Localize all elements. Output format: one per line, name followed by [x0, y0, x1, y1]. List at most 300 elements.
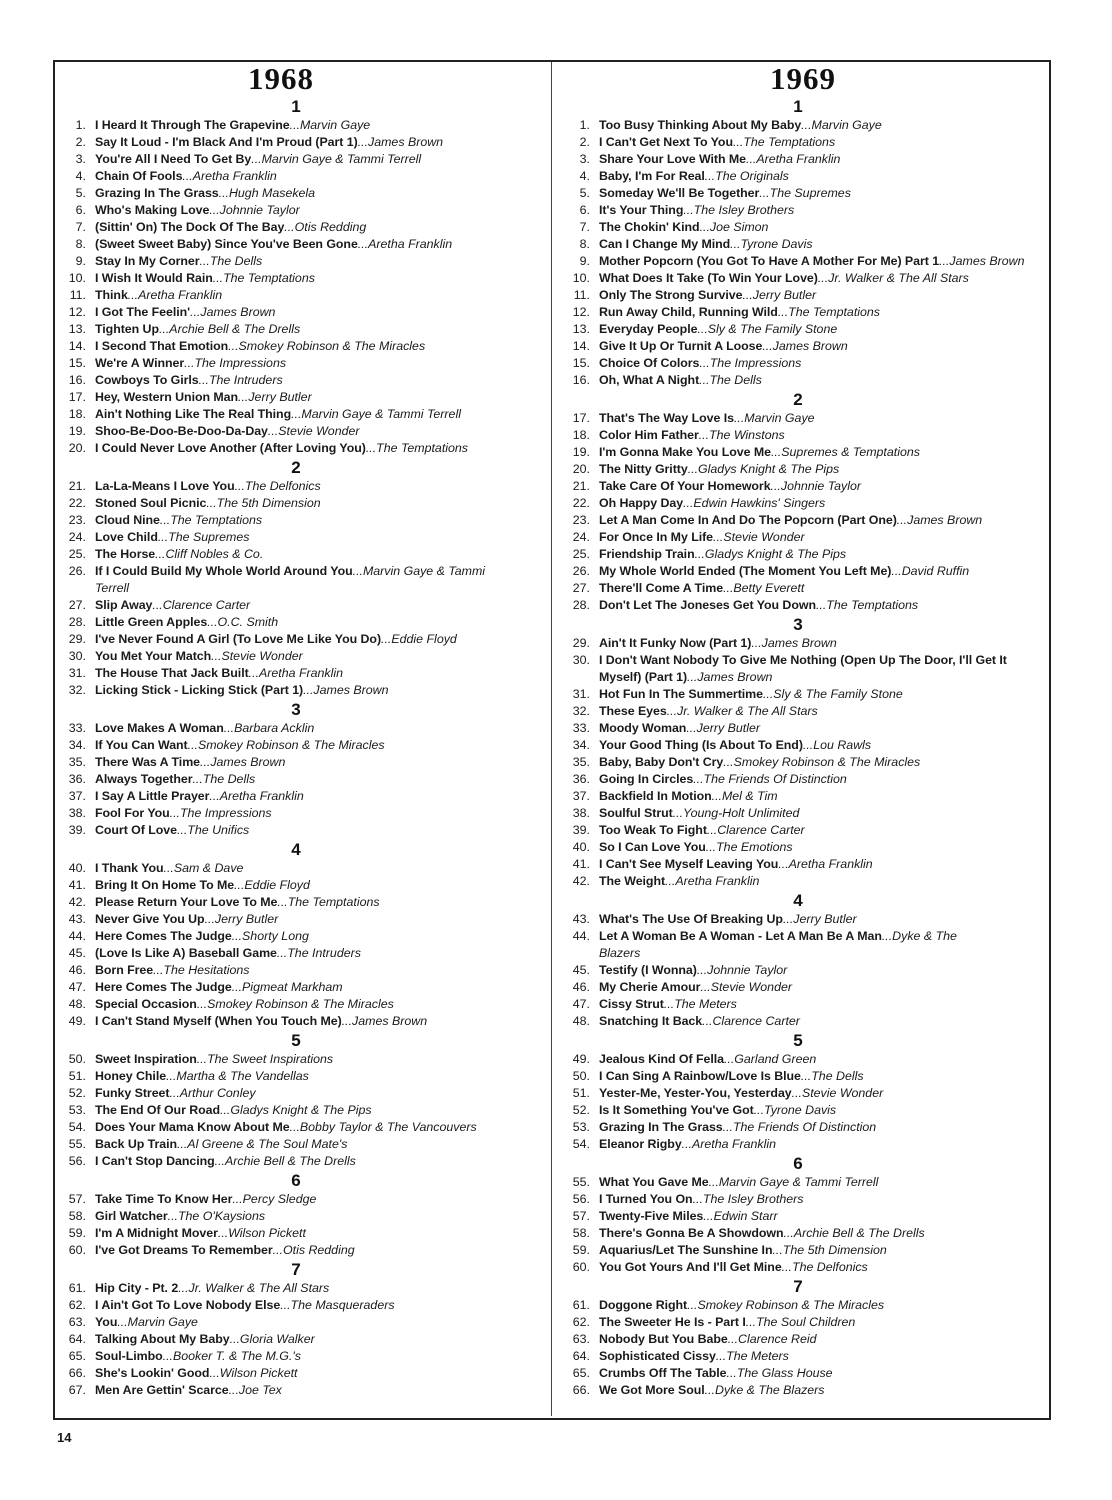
artist-name: ...Jerry Butler [204, 912, 279, 926]
song-title: If I Could Build My Whole World Around You [95, 564, 353, 578]
artist-name: ...Sam & Dave [163, 861, 244, 875]
song-title: It's Your Thing [599, 203, 684, 217]
entry-rank: 44. [572, 929, 590, 943]
song-title: Talking About My Baby [95, 1332, 230, 1346]
entry-rank: 48. [68, 997, 86, 1011]
artist-name-continued: ...James Brown [687, 670, 773, 684]
song-title: Hot Fun In The Summertime [599, 687, 763, 701]
song-title: I Turned You On [599, 1192, 693, 1206]
entry-rank: 60. [572, 1260, 590, 1274]
entry-rank: 10. [572, 271, 590, 285]
artist-name: ...Cliff Nobles & Co. [155, 547, 264, 561]
song-title: Testify (I Wonna) [599, 963, 697, 977]
entry-rank: 30. [68, 649, 86, 663]
chart-entry [564, 1174, 1042, 1191]
entry-rank: 66. [572, 1383, 590, 1397]
artist-name: ...Marvin Gaye & Tammi Terrell [291, 407, 461, 421]
artist-name: ...Tyrone Davis [753, 1103, 837, 1117]
artist-name: ...The Supremes [157, 530, 250, 544]
chart-entry [564, 1365, 1042, 1382]
song-title: Aquarius/Let The Sunshine In [599, 1243, 773, 1257]
chart-entry [60, 665, 542, 682]
song-title: (Love Is Like A) Baseball Game [95, 946, 277, 960]
entry-rank: 58. [572, 1226, 590, 1240]
chart-entry [60, 1191, 542, 1208]
song-title: Ain't It Funky Now (Part 1) [599, 636, 752, 650]
song-title: Ain't Nothing Like The Real Thing [95, 407, 292, 421]
artist-name: ...The Originals [704, 169, 789, 183]
song-title: For Once In My Life [599, 530, 714, 544]
artist-name: ...Aretha Franklin [746, 152, 841, 166]
entry-rank: 10. [68, 271, 86, 285]
entry-rank: 1. [75, 118, 86, 132]
artist-name: ...Stevie Wonder [791, 1086, 884, 1100]
chart-entry [60, 355, 542, 372]
song-title: Give It Up Or Turnit A Loose [599, 339, 763, 353]
chart-entry [60, 631, 542, 648]
section-number-heading: 2 [793, 390, 803, 409]
chart-entry [60, 928, 542, 945]
artist-name: ...James Brown [939, 254, 1025, 268]
entry-rank: 63. [572, 1332, 590, 1346]
chart-entry [564, 1314, 1042, 1331]
artist-name: ...Smokey Robinson & The Miracles [723, 755, 921, 769]
artist-name: ...The Supremes [759, 186, 851, 200]
chart-entry [564, 1051, 1042, 1068]
entry-rank: 27. [68, 598, 86, 612]
entry-rank: 15. [572, 356, 590, 370]
artist-name: ...Stevie Wonder [267, 424, 360, 438]
song-title: Hey, Western Union Man [95, 390, 239, 404]
chart-entry [60, 236, 542, 253]
entry-rank: 28. [68, 615, 86, 629]
artist-name: ...O.C. Smith [207, 615, 279, 629]
entry-rank: 31. [68, 666, 86, 680]
song-title: There's Gonna Be A Showdown [599, 1226, 784, 1240]
chart-entry [60, 440, 542, 457]
chart-entry [60, 185, 542, 202]
entry-rank: 41. [68, 878, 86, 892]
chart-entry [564, 873, 1042, 890]
song-title: Cowboys To Girls [95, 373, 199, 387]
entry-rank: 9. [579, 254, 590, 268]
entry-rank: 43. [68, 912, 86, 926]
artist-name: ...Sly & The Family Stone [697, 322, 838, 336]
entry-rank: 49. [68, 1014, 86, 1028]
entry-rank: 11. [69, 288, 86, 302]
artist-name: ...Garland Green [723, 1052, 817, 1066]
artist-name: ...Betty Everett [723, 581, 805, 595]
chart-entry [564, 338, 1042, 355]
song-title: Choice Of Colors [599, 356, 700, 370]
chart-entry [564, 580, 1042, 597]
entry-rank: 16. [572, 373, 590, 387]
section-number-heading: 7 [793, 1277, 803, 1296]
chart-entry [564, 461, 1042, 478]
entry-rank: 25. [572, 547, 590, 561]
entry-rank: 38. [572, 806, 590, 820]
entry-rank: 39. [572, 823, 590, 837]
chart-entry [564, 856, 1042, 873]
entry-rank: 40. [572, 840, 590, 854]
chart-entry [564, 805, 1042, 822]
chart-entry [60, 304, 542, 321]
artist-name: ...Aretha Franklin [357, 237, 453, 251]
artist-name: ...Stevie Wonder [211, 649, 303, 663]
song-title: I Can't Stop Dancing [95, 1154, 215, 1168]
chart-entry [564, 1225, 1042, 1242]
chart-entry [564, 928, 1042, 962]
entry-rank: 6. [579, 203, 590, 217]
artist-name: ...Aretha Franklin [209, 789, 304, 803]
entry-rank: 50. [68, 1052, 86, 1066]
entry-rank: 65. [572, 1366, 590, 1380]
entry-rank: 46. [68, 963, 86, 977]
section-number-heading: 6 [291, 1171, 301, 1190]
entry-rank: 44. [68, 929, 86, 943]
song-title: Girl Watcher [95, 1209, 168, 1223]
song-title: Court Of Love [95, 823, 177, 837]
chart-entry [60, 372, 542, 389]
song-title: I Ain't Got To Love Nobody Else [95, 1298, 281, 1312]
artist-name: ...Percy Sledge [232, 1192, 317, 1206]
song-title: Cissy Strut [599, 997, 664, 1011]
artist-name: ...Aretha Franklin [665, 874, 760, 888]
song-title: I Don't Want Nobody To Give Me Nothing (Open Up The Door, I'll Get It [599, 653, 1007, 667]
entry-rank: 4. [75, 169, 86, 183]
entry-rank: 41. [572, 857, 590, 871]
chart-entry [564, 771, 1042, 788]
song-title: Tighten Up [95, 322, 159, 336]
chart-entry [564, 1382, 1042, 1399]
artist-name: ...The Soul Children [745, 1315, 856, 1329]
song-title: Someday We'll Be Together [599, 186, 760, 200]
entry-rank: 8. [75, 237, 86, 251]
song-title: Licking Stick - Licking Stick (Part 1) [95, 683, 304, 697]
chart-entry [564, 546, 1042, 563]
artist-name: ...Sly & The Family Stone [762, 687, 903, 701]
chart-entry [60, 1068, 542, 1085]
chart-entry [564, 822, 1042, 839]
chart-entry [60, 1280, 542, 1297]
chart-entry [564, 202, 1042, 219]
chart-entry [60, 389, 542, 406]
chart-entry [60, 1102, 542, 1119]
artist-name: ...Gladys Knight & The Pips [694, 547, 847, 561]
entry-rank: 45. [572, 963, 590, 977]
chart-entry [60, 338, 542, 355]
chart-entry [60, 1348, 542, 1365]
year-column-1969 [564, 62, 1042, 1399]
entry-rank: 12. [572, 305, 590, 319]
artist-name: ...Shorty Long [231, 929, 309, 943]
artist-name: ...Wilson Pickett [209, 1366, 298, 1380]
song-title: The End Of Our Road [95, 1103, 221, 1117]
song-title: Let A Man Come In And Do The Popcorn (Part One) [599, 513, 897, 527]
chart-entry [60, 202, 542, 219]
song-title: Here Comes The Judge [95, 929, 232, 943]
chart-entry [60, 614, 542, 631]
artist-name: ...Stevie Wonder [700, 980, 792, 994]
song-title: Everyday People [599, 322, 698, 336]
song-title: Baby, Baby Don't Cry [599, 755, 724, 769]
chart-entry [564, 219, 1042, 236]
song-title: Can I Change My Mind [599, 237, 731, 251]
entry-rank: 64. [572, 1349, 590, 1363]
artist-name: ...Martha & The Vandellas [166, 1069, 309, 1083]
artist-name: ...Aretha Franklin [681, 1137, 777, 1151]
entry-rank: 53. [68, 1103, 86, 1117]
song-title: Men Are Gettin' Scarce [95, 1383, 229, 1397]
song-title: Is It Something You've Got [599, 1103, 754, 1117]
song-title: Backfield In Motion [599, 789, 712, 803]
entry-rank: 50. [572, 1069, 590, 1083]
entry-rank: 23. [68, 513, 86, 527]
song-title: Jealous Kind Of Fella [599, 1052, 724, 1066]
chart-entry [564, 168, 1042, 185]
chart-entry [564, 304, 1042, 321]
entry-rank: 59. [68, 1226, 86, 1240]
song-title: Born Free [95, 963, 154, 977]
chart-entry [60, 979, 542, 996]
chart-entry [60, 945, 542, 962]
entry-rank: 3. [75, 152, 86, 166]
chart-entry [564, 287, 1042, 304]
section-number-heading: 1 [793, 97, 803, 116]
chart-entry [564, 979, 1042, 996]
song-title: Bring It On Home To Me [95, 878, 235, 892]
chart-entry [60, 771, 542, 788]
artist-name: ...Marvin Gaye & Tammi [352, 564, 486, 578]
entry-rank: 14. [68, 339, 86, 353]
chart-entry [564, 1191, 1042, 1208]
artist-name: ...The Dells [199, 254, 263, 268]
entry-rank: 28. [572, 598, 590, 612]
artist-name: ...The Meters [663, 997, 737, 1011]
chart-entry [564, 151, 1042, 168]
artist-name: ...James Brown [357, 135, 444, 149]
chart-entry [60, 1085, 542, 1102]
chart-entry [60, 648, 542, 665]
chart-entry [564, 597, 1042, 614]
artist-name: ...Marvin Gaye & Tammi Terrell [251, 152, 422, 166]
entry-rank: 52. [572, 1103, 590, 1117]
entry-rank: 66. [68, 1366, 86, 1380]
song-title: Crumbs Off The Table [599, 1366, 727, 1380]
chart-entry [564, 754, 1042, 771]
artist-name: ...Otis Redding [284, 220, 367, 234]
artist-name: ...The Masqueraders [280, 1298, 395, 1312]
chart-entry [564, 686, 1042, 703]
chart-entry [60, 996, 542, 1013]
chart-entry [60, 219, 542, 236]
song-title: Grazing In The Grass [95, 186, 219, 200]
chart-entry [60, 546, 542, 563]
entry-rank: 25. [68, 547, 86, 561]
artist-name: ...Wilson Pickett [217, 1226, 306, 1240]
section-number-heading: 5 [793, 1031, 803, 1050]
artist-name: ...Johnnie Taylor [770, 479, 862, 493]
song-title: Little Green Apples [95, 615, 208, 629]
section-number-heading: 1 [291, 97, 301, 116]
entry-rank: 39. [68, 823, 86, 837]
song-title: I Can't See Myself Leaving You [599, 857, 779, 871]
entry-rank: 35. [572, 755, 590, 769]
chart-entry [564, 236, 1042, 253]
entry-rank: 51. [572, 1086, 590, 1100]
song-title: That's The Way Love Is [599, 411, 734, 425]
entry-rank: 62. [572, 1315, 590, 1329]
artist-name-continued: Blazers [599, 946, 641, 960]
song-title: I'm Gonna Make You Love Me [599, 445, 771, 459]
chart-entry [564, 839, 1042, 856]
entry-rank: 20. [68, 441, 86, 455]
entry-rank: 1. [579, 118, 590, 132]
song-title: What Does It Take (To Win Your Love) [599, 271, 818, 285]
chart-entry [60, 1365, 542, 1382]
artist-name: ...Stevie Wonder [713, 530, 805, 544]
song-title: I Thank You [95, 861, 164, 875]
chart-entry [564, 253, 1042, 270]
section-number-heading: 5 [291, 1031, 301, 1050]
artist-name: ...Otis Redding [272, 1243, 355, 1257]
artist-name: ...Young-Holt Unlimited [672, 806, 800, 820]
song-title: Never Give You Up [95, 912, 205, 926]
artist-name: ...Jerry Butler [782, 912, 857, 926]
entry-rank: 49. [572, 1052, 590, 1066]
song-title: My Cherie Amour [599, 980, 701, 994]
artist-name: ...Edwin Starr [703, 1209, 778, 1223]
chart-entry [564, 1259, 1042, 1276]
artist-name: ...Gloria Walker [229, 1332, 315, 1346]
song-title: Sweet Inspiration [95, 1052, 197, 1066]
song-title: Soul-Limbo [95, 1349, 163, 1363]
song-title: Slip Away [95, 598, 153, 612]
artist-name: ...The O'Kaysions [167, 1209, 266, 1223]
artist-name: ...James Brown [200, 755, 286, 769]
artist-name: ...Smokey Robinson & The Miracles [196, 997, 394, 1011]
artist-name: ...Jerry Butler [238, 390, 312, 404]
chart-entry [60, 117, 542, 134]
song-title: Stoned Soul Picnic [95, 496, 207, 510]
entry-rank: 22. [68, 496, 86, 510]
song-title: I'm A Midnight Mover [95, 1226, 218, 1240]
entry-rank: 55. [572, 1175, 590, 1189]
chart-entry [60, 1119, 542, 1136]
page-number: 14 [57, 1430, 72, 1445]
entry-rank: 47. [572, 997, 590, 1011]
chart-entry [60, 805, 542, 822]
song-title: She's Lookin' Good [95, 1366, 210, 1380]
artist-name: ...Booker T. & The M.G.'s [162, 1349, 301, 1363]
entry-rank: 2. [579, 135, 590, 149]
song-title: You [95, 1315, 118, 1329]
song-title: Twenty-Five Miles [599, 1209, 704, 1223]
artist-name: ...The Emotions [705, 840, 793, 854]
artist-name: ...The Dells [192, 772, 256, 786]
chart-entry [60, 894, 542, 911]
entry-rank: 16. [68, 373, 86, 387]
song-title: Eleanor Rigby [599, 1137, 682, 1151]
entry-rank: 15. [68, 356, 86, 370]
chart-entry [60, 1382, 542, 1399]
chart-entry [564, 1242, 1042, 1259]
song-title: My Whole World Ended (The Moment You Left Me) [599, 564, 892, 578]
chart-entry [564, 563, 1042, 580]
chart-entry [564, 185, 1042, 202]
artist-name: ...The Temptations [365, 441, 468, 455]
chart-entry [564, 737, 1042, 754]
artist-name: ...Clarence Carter [706, 823, 805, 837]
song-title: Soulful Strut [599, 806, 673, 820]
entry-rank: 60. [68, 1243, 86, 1257]
chart-entry [60, 168, 542, 185]
artist-name: ...Clarence Reid [727, 1332, 817, 1346]
entry-rank: 56. [572, 1192, 590, 1206]
entry-rank: 20. [572, 462, 590, 476]
song-title: (Sittin' On) The Dock Of The Bay [95, 220, 285, 234]
entry-rank: 27. [572, 581, 590, 595]
artist-name: ...Smokey Robinson & The Miracles [228, 339, 426, 353]
entry-rank: 51. [68, 1069, 86, 1083]
artist-name: ...James Brown [896, 513, 983, 527]
entry-rank: 65. [68, 1349, 86, 1363]
song-title: Always Together [95, 772, 193, 786]
entry-rank: 29. [572, 636, 590, 650]
entry-rank: 30. [572, 653, 590, 667]
song-title: Oh, What A Night [599, 373, 700, 387]
song-title: Here Comes The Judge [95, 980, 232, 994]
chart-entry [564, 1085, 1042, 1102]
entry-rank: 2. [75, 135, 86, 149]
artist-name: ...Barbara Acklin [223, 721, 315, 735]
artist-name: ...Aretha Franklin [778, 857, 873, 871]
chart-entry [60, 1153, 542, 1170]
artist-name: ...Lou Rawls [802, 738, 872, 752]
entry-rank: 13. [68, 322, 86, 336]
entry-rank: 7. [75, 220, 86, 234]
song-title: Too Busy Thinking About My Baby [599, 118, 802, 132]
chart-entry [564, 321, 1042, 338]
entry-rank: 29. [68, 632, 86, 646]
artist-name: ...James Brown [341, 1014, 428, 1028]
song-title: Mother Popcorn (You Got To Have A Mother For Me) Part 1 [599, 254, 940, 268]
entry-rank: 45. [68, 946, 86, 960]
artist-name: ...The 5th Dimension [206, 496, 321, 510]
song-title: Back Up Train [95, 1137, 177, 1151]
chart-entry [60, 270, 542, 287]
entry-rank: 5. [579, 186, 590, 200]
entry-rank: 21. [68, 479, 86, 493]
artist-name: ...Jr. Walker & The All Stars [178, 1281, 330, 1295]
entry-rank: 7. [579, 220, 590, 234]
entry-rank: 34. [572, 738, 590, 752]
artist-name: ...Arthur Conley [169, 1086, 256, 1100]
song-title: These Eyes [599, 704, 667, 718]
song-title: Baby, I'm For Real [599, 169, 705, 183]
artist-name: ...The Impressions [699, 356, 802, 370]
entry-rank: 36. [572, 772, 590, 786]
song-title: Going In Circles [599, 772, 694, 786]
song-title: The Nitty Gritty [599, 462, 688, 476]
section-number-heading: 4 [291, 840, 301, 859]
artist-name: ...Archie Bell & The Drells [783, 1226, 925, 1240]
entry-rank: 61. [68, 1281, 86, 1295]
artist-name: ...The Delfonics [234, 479, 321, 493]
chart-entry [564, 427, 1042, 444]
song-title: Say It Loud - I'm Black And I'm Proud (Part 1) [95, 135, 358, 149]
chart-entry [60, 737, 542, 754]
